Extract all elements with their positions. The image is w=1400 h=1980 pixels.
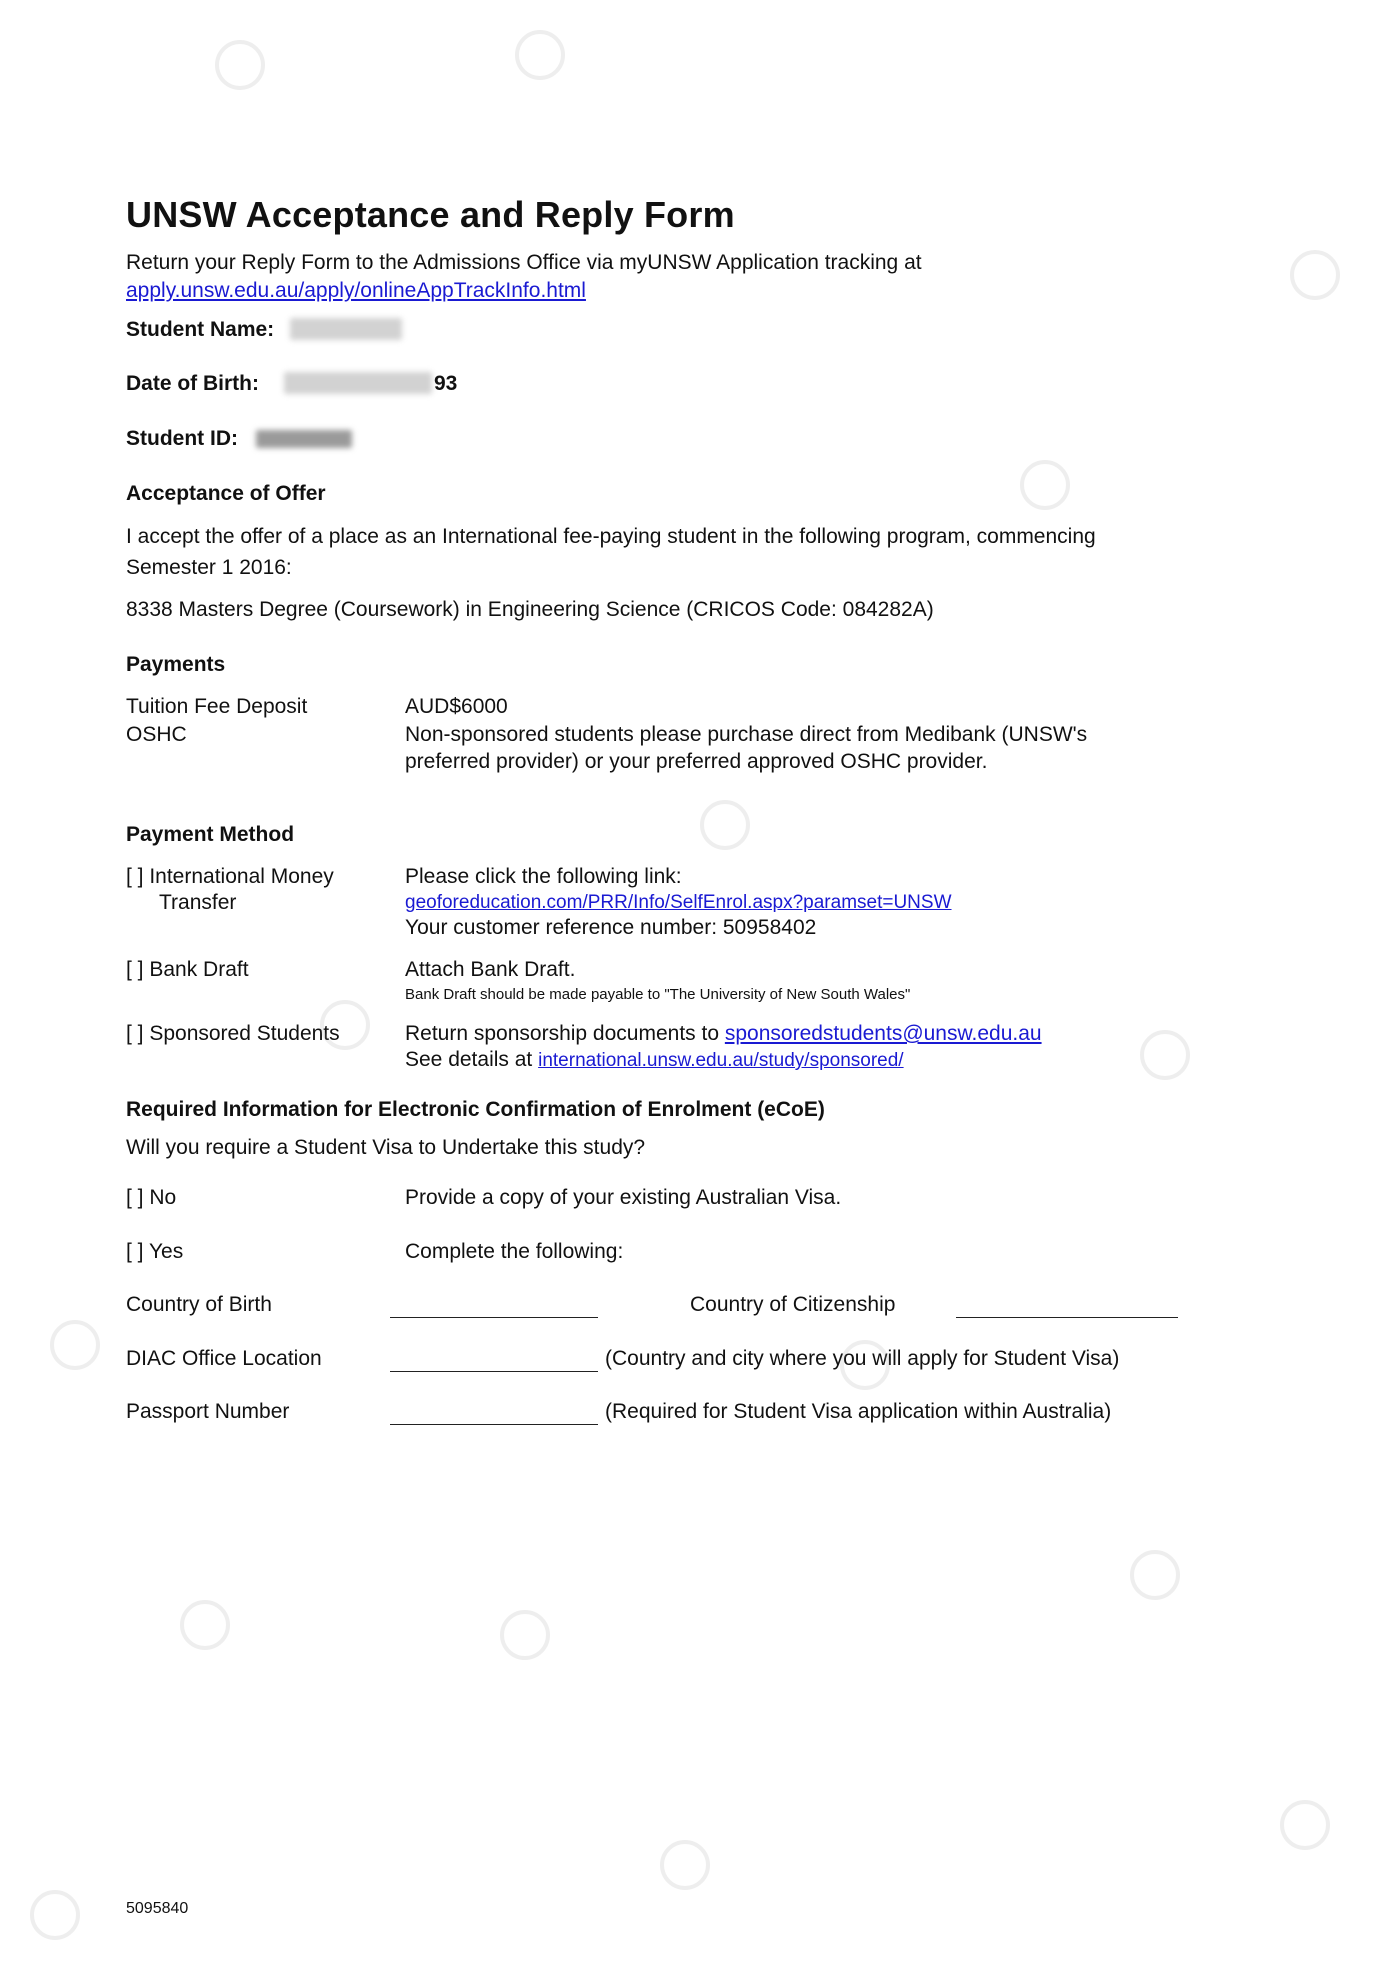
imt-instruction: Please click the following link: xyxy=(405,865,682,888)
watermark-seal-icon xyxy=(215,40,265,90)
redacted-dob xyxy=(284,372,432,394)
bank-draft-note: Bank Draft should be made payable to "The University of New South Wales" xyxy=(405,986,911,1003)
passport-field[interactable] xyxy=(390,1402,598,1425)
program-text: 8338 Masters Degree (Coursework) in Engineering Science (CRICOS Code: 084282A) xyxy=(126,598,934,621)
watermark-seal-icon xyxy=(1140,1030,1190,1080)
visa-no-text: Provide a copy of your existing Australian Visa. xyxy=(405,1186,842,1209)
bank-draft-text: Attach Bank Draft. xyxy=(405,958,576,981)
tuition-value: AUD$6000 xyxy=(405,695,508,718)
sponsored-details-line xyxy=(405,1047,904,1074)
ecoe-heading: Required Information for Electronic Confirmation of Enrolment (eCoE) xyxy=(126,1098,825,1121)
country-citizenship-field[interactable] xyxy=(956,1295,1178,1318)
sponsored-text: Return sponsorship documents to xyxy=(405,1022,720,1045)
visa-yes-checkbox-label[interactable]: [ ] Yes xyxy=(126,1240,184,1263)
watermark-seal-icon xyxy=(660,1840,710,1890)
watermark-seal-icon xyxy=(500,1610,550,1660)
redacted-student-id xyxy=(256,430,352,448)
visa-yes-text: Complete the following: xyxy=(405,1240,624,1263)
oshc-text-1: Non-sponsored students please purchase direct from Medibank (UNSW's xyxy=(405,723,1088,746)
oshc-label: OSHC xyxy=(126,723,187,746)
intro-text: Return your Reply Form to the Admissions Office via myUNSW Application tracking at xyxy=(126,251,922,274)
sponsored-details-text: See details at xyxy=(405,1048,533,1071)
document-number: 5095840 xyxy=(126,1900,189,1917)
form-title: UNSW Acceptance and Reply Form xyxy=(126,194,735,235)
watermark-seal-icon xyxy=(515,30,565,80)
dob-label: Date of Birth: xyxy=(126,372,259,395)
payments-heading: Payments xyxy=(126,653,226,676)
watermark-seal-icon xyxy=(1020,460,1070,510)
customer-reference: Your customer reference number: 50958402 xyxy=(405,916,817,939)
passport-label: Passport Number xyxy=(126,1400,290,1423)
redacted-student-name xyxy=(290,318,402,340)
bank-draft-checkbox-label[interactable]: [ ] Bank Draft xyxy=(126,958,249,981)
geo-payment-link[interactable]: geoforeducation.com/PRR/Info/SelfEnrol.aspx?paramset=UNSW xyxy=(405,892,952,913)
imt-label-continued: Transfer xyxy=(159,891,237,914)
acceptance-line-2: Semester 1 2016: xyxy=(126,556,292,579)
dob-visible-part: 93 xyxy=(434,372,458,395)
student-name-label: Student Name: xyxy=(126,318,275,341)
diac-label: DIAC Office Location xyxy=(126,1347,322,1370)
country-birth-label: Country of Birth xyxy=(126,1293,272,1316)
passport-note: (Required for Student Visa application within Australia) xyxy=(605,1400,1112,1423)
watermark-seal-icon xyxy=(50,1320,100,1370)
sponsored-email-link[interactable]: sponsoredstudents@unsw.edu.au xyxy=(724,1022,1042,1045)
watermark-seal-icon xyxy=(1130,1550,1180,1600)
diac-note: (Country and city where you will apply for Student Visa) xyxy=(605,1347,1120,1370)
diac-field[interactable] xyxy=(390,1349,598,1372)
imt-checkbox-label[interactable]: [ ] International Money xyxy=(126,865,334,888)
watermark-seal-icon xyxy=(1290,250,1340,300)
watermark-seal-icon xyxy=(1280,1800,1330,1850)
payment-method-heading: Payment Method xyxy=(126,823,295,846)
acceptance-heading: Acceptance of Offer xyxy=(126,482,326,505)
visa-question: Will you require a Student Visa to Undertake this study? xyxy=(126,1136,646,1159)
country-birth-field[interactable] xyxy=(390,1295,598,1318)
oshc-text-2: preferred provider) or your preferred approved OSHC provider. xyxy=(405,750,988,773)
watermark-seal-icon xyxy=(30,1890,80,1940)
country-citizenship-label: Country of Citizenship xyxy=(690,1293,896,1316)
watermark-seal-icon xyxy=(180,1600,230,1650)
sponsored-line xyxy=(405,1021,1042,1047)
sponsored-checkbox-label[interactable]: [ ] Sponsored Students xyxy=(126,1022,340,1045)
sponsored-info-link[interactable]: international.unsw.edu.au/study/sponsored/ xyxy=(538,1050,904,1071)
watermark-seal-icon xyxy=(700,800,750,850)
app-tracking-link[interactable]: apply.unsw.edu.au/apply/onlineAppTrackInfo.html xyxy=(126,279,586,302)
tuition-label: Tuition Fee Deposit xyxy=(126,695,308,718)
visa-no-checkbox-label[interactable]: [ ] No xyxy=(126,1186,177,1209)
student-id-label: Student ID: xyxy=(126,427,238,450)
acceptance-line-1: I accept the offer of a place as an International fee-paying student in the following program, commencing xyxy=(126,525,1096,548)
